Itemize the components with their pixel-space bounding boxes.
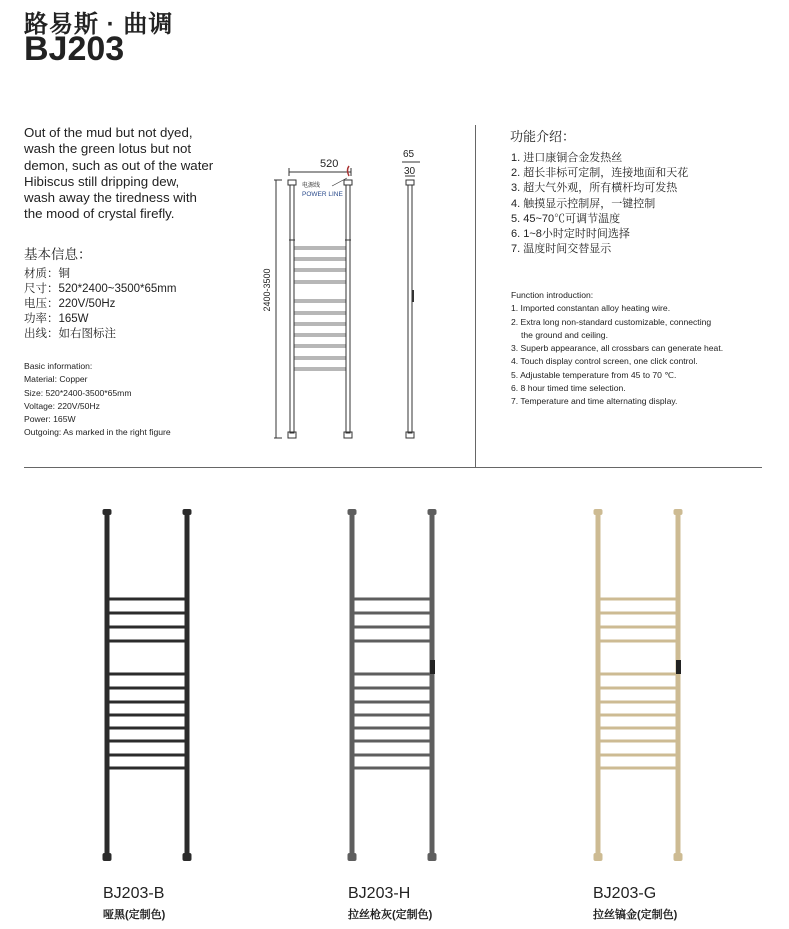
- function-line: 1. Imported constantan alloy heating wire.: [511, 303, 671, 314]
- width-dimension-label: 520: [320, 158, 339, 170]
- rack-crossbar: [598, 701, 678, 704]
- rack-crossbar: [352, 754, 432, 757]
- rack-crossbar: [107, 767, 187, 770]
- rack-top-mount: [674, 509, 683, 515]
- product-model-h: BJ203-H: [348, 885, 411, 902]
- towel-rack-bj203-b: [103, 509, 192, 861]
- rack-crossbar: [107, 714, 187, 717]
- rack-crossbar: [598, 687, 678, 690]
- product-series-title: 路易斯 · 曲调: [24, 11, 174, 38]
- rack-crossbar: [352, 673, 432, 676]
- spec-line: 电压：220V/50Hz: [24, 298, 116, 310]
- rack-top-mount: [103, 509, 112, 515]
- rack-crossbar: [598, 767, 678, 770]
- product-model-title: BJ203: [24, 30, 125, 68]
- rack-crossbar: [598, 640, 678, 643]
- rack-post: [185, 512, 190, 858]
- towel-rack-bj203-g: [594, 509, 683, 861]
- poem-line: Hibiscus still dripping dew,: [24, 173, 180, 189]
- rack-controller: [676, 660, 681, 674]
- rack-top-mount: [348, 509, 357, 515]
- depth-inner-dimension-label: 30: [404, 166, 416, 177]
- rack-crossbar: [107, 701, 187, 704]
- function-line: 7. 温度时间交替显示: [511, 243, 612, 256]
- rack-post: [676, 512, 681, 858]
- rack-crossbar: [598, 626, 678, 629]
- basic-info-heading-en: Basic information:: [24, 361, 93, 371]
- rack-crossbar: [107, 640, 187, 643]
- rack-post: [596, 512, 601, 858]
- depth-dimension-label: 65: [403, 149, 415, 160]
- spec-line: Power: 165W: [24, 414, 76, 425]
- spec-line: 功率：165W: [24, 313, 89, 325]
- poem-line: demon, such as out of the water: [24, 157, 214, 173]
- rack-post: [350, 512, 355, 858]
- spec-line: 材质：铜: [24, 268, 70, 280]
- rack-crossbar: [598, 727, 678, 730]
- height-dimension-label: 2400-3500: [262, 268, 272, 312]
- rack-controller: [430, 660, 435, 674]
- rack-crossbar: [352, 767, 432, 770]
- function-line: 6. 8 hour timed time selection.: [511, 383, 626, 394]
- function-line: 6. 1~8小时定时时间选择: [511, 228, 630, 241]
- functions-heading-en: Function introduction:: [511, 290, 594, 300]
- rack-crossbar: [107, 673, 187, 676]
- rack-crossbar: [107, 727, 187, 730]
- rack-top-mount: [594, 509, 603, 515]
- towel-rack-bj203-h: [348, 509, 437, 861]
- rack-bottom-mount: [594, 853, 603, 861]
- rack-bottom-mount: [103, 853, 112, 861]
- function-line: 2. 超长非标可定制，连接地面和天花: [511, 167, 689, 180]
- rack-bottom-mount: [183, 853, 192, 861]
- function-line: 3. Superb appearance, all crossbars can generate heat.: [511, 343, 724, 354]
- rack-crossbar: [107, 626, 187, 629]
- poem-line: wash the green lotus but not: [24, 141, 192, 157]
- rack-bottom-mount: [348, 853, 357, 861]
- functions-heading-cn: 功能介绍：: [510, 129, 576, 144]
- rack-crossbar: [352, 740, 432, 743]
- product-model-g: BJ203-G: [593, 885, 657, 902]
- poem-line: wash away the tiredness with: [24, 190, 197, 206]
- function-line: 2. Extra long non-standard customizable, connecting: [511, 316, 712, 327]
- rack-post: [105, 512, 110, 858]
- rack-crossbar: [352, 612, 432, 615]
- power-line-label-en: POWER LINE: [302, 191, 343, 198]
- rack-crossbar: [107, 598, 187, 601]
- function-line: 4. 触摸显示控制屏，一键控制: [511, 197, 656, 210]
- rack-crossbar: [598, 673, 678, 676]
- rack-crossbar: [107, 754, 187, 757]
- function-line: 7. Temperature and time alternating display.: [511, 396, 678, 407]
- spec-line: Material: Copper: [24, 374, 88, 385]
- rack-crossbar: [352, 714, 432, 717]
- rack-crossbar: [598, 740, 678, 743]
- rack-crossbar: [107, 612, 187, 615]
- function-line: 5. 45~70℃可调节温度: [511, 212, 621, 225]
- rack-crossbar: [352, 626, 432, 629]
- function-line: 3. 超大气外观，所有横杆均可发热: [511, 182, 678, 195]
- product-color-g: 拉丝镐金(定制色): [593, 909, 678, 921]
- spec-line: 出线：如右图标注: [24, 328, 116, 340]
- spec-line: Outgoing: As marked in the right figure: [24, 427, 171, 438]
- function-line: 5. Adjustable temperature from 45 to 70 ℃.: [511, 369, 677, 380]
- product-model-b: BJ203-B: [103, 885, 165, 902]
- poem-line: Out of the mud but not dyed,: [24, 125, 193, 140]
- rack-crossbar: [352, 687, 432, 690]
- rack-crossbar: [352, 727, 432, 730]
- basic-info-heading-cn: 基本信息：: [24, 247, 92, 262]
- poem-line: the mood of crystal firefly.: [24, 206, 175, 222]
- spec-line: Voltage: 220V/50Hz: [24, 400, 100, 411]
- rack-top-mount: [428, 509, 437, 515]
- spec-line: 尺寸：520*2400~3500*65mm: [24, 283, 177, 295]
- product-color-b: 哑黑(定制色): [103, 909, 166, 921]
- rack-crossbar: [598, 598, 678, 601]
- rack-bottom-mount: [428, 853, 437, 861]
- function-line: 4. Touch display control screen, one click control.: [511, 356, 698, 367]
- product-color-h: 拉丝枪灰(定制色): [348, 909, 433, 921]
- rack-crossbar: [107, 687, 187, 690]
- spec-line: Size: 520*2400-3500*65mm: [24, 387, 132, 398]
- rack-crossbar: [598, 714, 678, 717]
- rack-crossbar: [598, 754, 678, 757]
- rack-bottom-mount: [674, 853, 683, 861]
- rack-top-mount: [183, 509, 192, 515]
- function-line: 1. 进口康铜合金发热丝: [511, 152, 623, 164]
- function-line: the ground and ceiling.: [521, 329, 608, 340]
- rack-crossbar: [107, 740, 187, 743]
- rack-crossbar: [352, 598, 432, 601]
- rack-crossbar: [352, 640, 432, 643]
- rack-post: [430, 512, 435, 858]
- power-line-label-cn: 电源线: [302, 183, 321, 189]
- rack-crossbar: [598, 612, 678, 615]
- rack-crossbar: [352, 701, 432, 704]
